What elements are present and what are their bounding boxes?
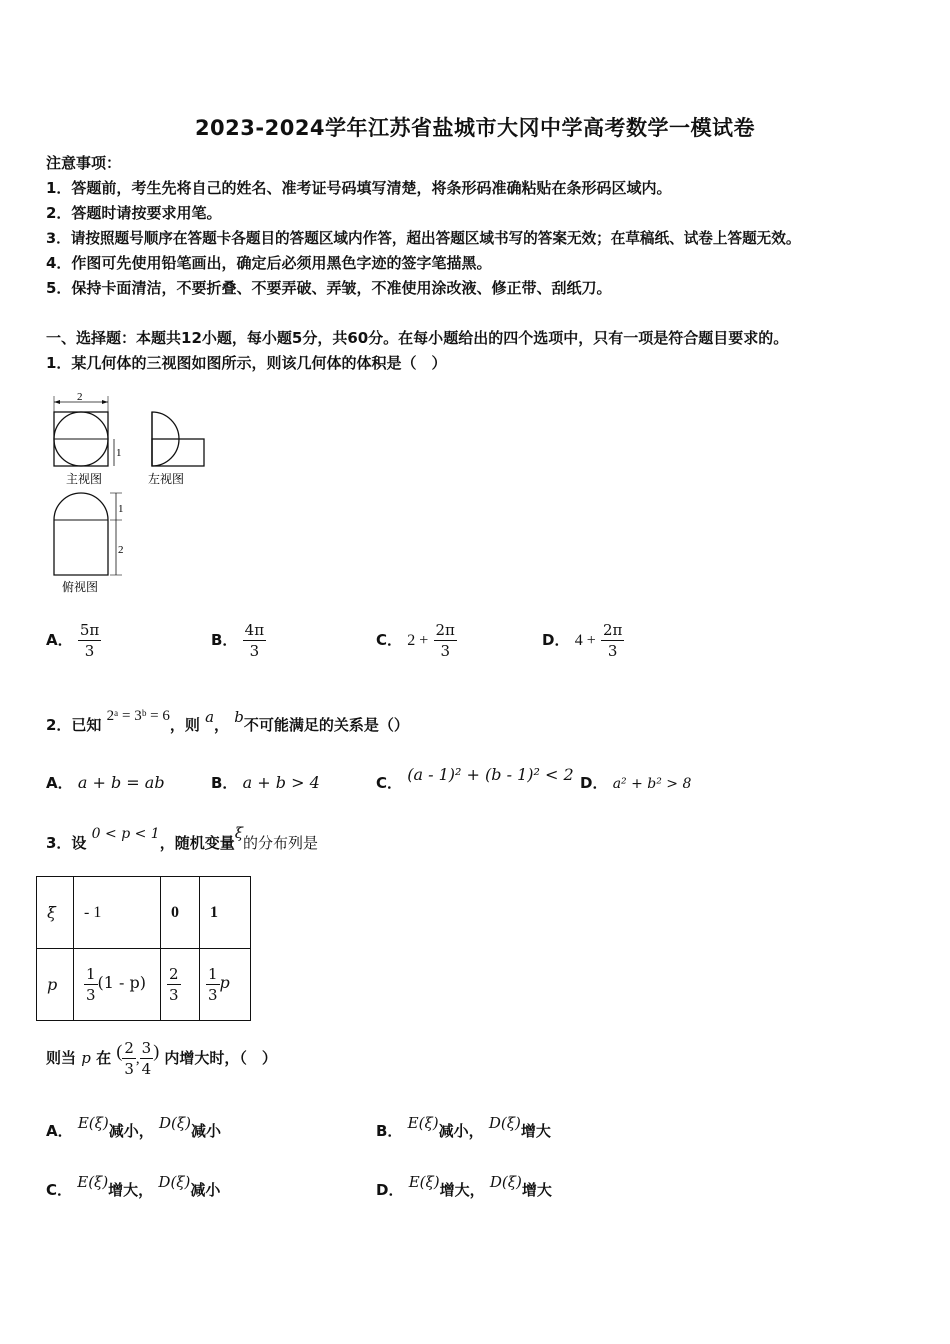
expected-value: E(ξ) xyxy=(77,1173,109,1191)
denominator: 4 xyxy=(141,1060,152,1078)
d-trend: 减小 xyxy=(190,1181,221,1199)
d-trend: 增大 xyxy=(521,1181,552,1199)
table-cell: 0 xyxy=(161,877,200,949)
option-letter: C． xyxy=(376,774,403,792)
side-view xyxy=(152,412,204,466)
option-expr: a + b = ab xyxy=(77,773,165,792)
q3-var-p: p xyxy=(81,1049,91,1067)
table-cell xyxy=(74,949,161,1021)
expected-value: E(ξ) xyxy=(408,1173,440,1191)
q2-option-a[interactable] xyxy=(46,772,165,793)
q2-option-c[interactable] xyxy=(376,764,574,792)
expected-value: E(ξ) xyxy=(77,1114,109,1132)
option-letter: A． xyxy=(46,774,73,792)
q1-option-b[interactable] xyxy=(211,620,266,661)
q3-mid: ，随机变量 xyxy=(159,834,235,852)
e-trend: 减小， xyxy=(108,1122,154,1140)
q3-xi: ξ xyxy=(234,824,243,842)
e-trend: 增大， xyxy=(439,1181,485,1199)
table-cell xyxy=(161,949,200,1021)
numerator: 1 xyxy=(208,965,218,983)
three-view-figure xyxy=(46,390,226,600)
option-fraction xyxy=(78,620,101,661)
table-cell: p xyxy=(37,949,74,1021)
table-row xyxy=(37,949,251,1021)
notice-item: 4．作图可先使用铅笔画出，确定后必须用黑色字迹的签字笔描黑。 xyxy=(46,254,492,272)
q2-option-b[interactable] xyxy=(211,772,320,793)
numerator: 1 xyxy=(86,965,96,983)
q2-var-b: b xyxy=(234,708,244,726)
e-trend: 增大， xyxy=(108,1181,154,1199)
expected-value: E(ξ) xyxy=(407,1114,439,1132)
numerator: 2π xyxy=(435,621,455,639)
denominator: 3 xyxy=(169,986,179,1004)
denominator: 3 xyxy=(84,642,95,660)
notice-item: 3．请按照题号顺序在答题卡各题目的答题区域内作答，超出答题区域书写的答案无效；在草稿纸、试卷上答题无效。 xyxy=(46,230,801,247)
option-fraction xyxy=(243,620,266,661)
section-heading: 一、选择题：本题共12小题，每小题5分，共60分。在每小题给出的四个选项中，只有一项是符合题目要求的。 xyxy=(46,329,789,347)
q3-option-b[interactable] xyxy=(376,1112,551,1140)
variance: D(ξ) xyxy=(159,1114,192,1132)
numerator: 2π xyxy=(602,621,623,639)
q2-var-a: a xyxy=(205,708,215,726)
numerator: 2 xyxy=(169,965,179,983)
front-view-label: 主视图 xyxy=(66,472,103,486)
question-2-stem xyxy=(46,708,409,735)
table-cell: ξ xyxy=(37,877,74,949)
q3-tail: 的分布列是 xyxy=(243,834,319,852)
option-fraction xyxy=(434,620,457,661)
option-letter: D． xyxy=(580,774,608,792)
denominator: 3 xyxy=(607,642,618,660)
top-view-label: 俯视图 xyxy=(62,580,99,594)
cell-rest: (1 - p) xyxy=(97,973,147,993)
q3-then-lead: 则当 xyxy=(46,1049,77,1067)
variance: D(ξ) xyxy=(488,1114,521,1132)
denominator: 3 xyxy=(124,1060,134,1078)
question-1-stem: 1．某几何体的三视图如图所示，则该几何体的体积是（ ） xyxy=(46,354,447,372)
q3-then-tail: 内增大时，（ ） xyxy=(164,1049,277,1067)
q3-condition: 0 < p < 1 xyxy=(91,826,160,842)
front-view xyxy=(54,396,114,466)
q3-option-c[interactable] xyxy=(46,1171,221,1199)
q1-option-a[interactable] xyxy=(46,620,101,661)
variance: D(ξ) xyxy=(489,1173,522,1191)
option-letter: A． xyxy=(46,1122,73,1140)
dim-top-1: 1 xyxy=(118,503,124,515)
top-view xyxy=(54,493,122,575)
option-expr: (a - 1)² + (b - 1)² < 2 xyxy=(407,765,574,784)
numerator: 4π xyxy=(244,621,265,639)
d-trend: 减小 xyxy=(191,1122,222,1140)
table-cell: - 1 xyxy=(74,877,161,949)
e-trend: 减小， xyxy=(438,1122,484,1140)
question-3-stem xyxy=(46,824,319,853)
q2-tail: 不可能满足的关系是（） xyxy=(243,716,409,734)
notice-item: 5．保持卡面清洁，不要折叠、不要弄破、弄皱，不准使用涂改液、修正带、刮纸刀。 xyxy=(46,279,612,297)
table-cell xyxy=(200,949,251,1021)
numerator: 2 xyxy=(124,1039,134,1057)
option-letter: B． xyxy=(376,1122,403,1140)
variance: D(ξ) xyxy=(158,1173,191,1191)
q1-option-d[interactable] xyxy=(542,620,624,661)
table-cell: 1 xyxy=(200,877,251,949)
interval-open: ( xyxy=(116,1041,123,1061)
dim-top-2: 2 xyxy=(118,544,124,556)
q1-option-c[interactable] xyxy=(376,620,457,661)
option-fraction xyxy=(601,620,624,661)
table-row xyxy=(37,877,251,949)
option-prefix: 2 + xyxy=(407,632,429,649)
side-view-label: 左视图 xyxy=(148,472,185,486)
cell-rest: p xyxy=(219,973,230,993)
interval-close: ) xyxy=(153,1041,160,1061)
notice-item: 2．答题时请按要求用笔。 xyxy=(46,204,222,222)
denominator: 3 xyxy=(86,986,96,1004)
option-letter: A． xyxy=(46,631,73,649)
option-letter: B． xyxy=(211,631,238,649)
q3-in: 在 xyxy=(96,1049,112,1067)
notice-heading: 注意事项： xyxy=(46,154,122,172)
distribution-table xyxy=(36,876,251,1021)
d-trend: 增大 xyxy=(520,1122,551,1140)
q2-condition: 2ᵃ = 3ᵇ = 6 xyxy=(106,708,170,724)
numerator: 5π xyxy=(79,621,100,639)
q3-option-d[interactable] xyxy=(376,1171,552,1199)
dim-width: 2 xyxy=(77,391,83,403)
option-letter: D． xyxy=(376,1181,404,1199)
notice-item: 1．答题前，考生先将自己的姓名、准考证号码填写清楚，将条形码准确粘贴在条形码区域内。 xyxy=(46,179,672,197)
q2-option-d[interactable] xyxy=(580,772,691,793)
denominator: 3 xyxy=(249,642,260,660)
page-title: 2023-2024学年江苏省盐城市大冈中学高考数学一模试卷 xyxy=(194,116,756,140)
option-expr: a + b > 4 xyxy=(242,773,320,792)
denominator: 3 xyxy=(208,986,218,1004)
option-letter: C． xyxy=(376,631,403,649)
denominator: 3 xyxy=(440,642,450,660)
q2-comma: ， xyxy=(214,716,230,734)
option-letter: D． xyxy=(542,631,570,649)
q2-lead: 2．已知 xyxy=(46,716,102,734)
numerator: 3 xyxy=(141,1039,152,1057)
q3-lead: 3．设 xyxy=(46,834,87,852)
option-prefix: 4 + xyxy=(574,632,596,649)
question-3-condition: 则当 p 在 ( $\frac{2}{3}$ , $\frac{3}{4}$ ) 内增大时，（ ） xyxy=(46,1039,277,1078)
q3-option-a[interactable] xyxy=(46,1112,222,1140)
option-letter: C． xyxy=(46,1181,73,1199)
option-letter: B． xyxy=(211,774,238,792)
option-expr: a² + b² > 8 xyxy=(612,776,692,792)
dim-front-height: 1 xyxy=(116,447,122,459)
q2-mid: ，则 xyxy=(169,716,200,734)
